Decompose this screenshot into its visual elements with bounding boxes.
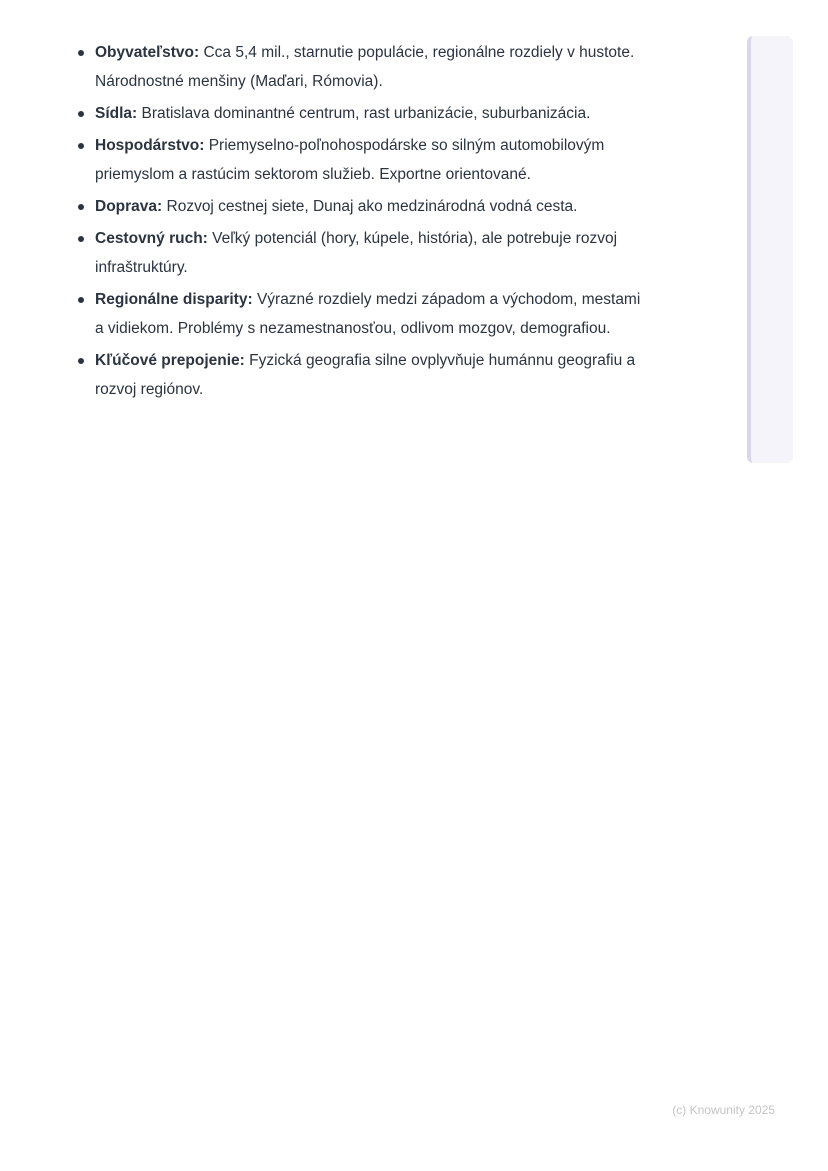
- list-item-text: Výrazné rozdiely medzi západom a východom, mestami a vidiekom. Problémy s nezamestnanosťou, odlivom mozgov, demografiou.: [95, 291, 641, 337]
- list-item-label: Regionálne disparity:: [95, 291, 253, 308]
- list-item-label: Sídla:: [95, 105, 138, 122]
- list-item-label: Kľúčové prepojenie:: [95, 352, 245, 369]
- list-item: [95, 131, 648, 189]
- bullet-list: [0, 38, 648, 404]
- list-item-label: Hospodárstvo:: [95, 137, 205, 154]
- bullet-icon: [78, 111, 84, 117]
- list-item: [95, 38, 648, 96]
- list-item-text: Priemyselno-poľnohospodárske so silným automobilovým priemyslom a rastúcim sektorom služieb. Exportne orientované.: [95, 137, 605, 183]
- list-item-text: Rozvoj cestnej siete, Dunaj ako medzinárodná vodná cesta.: [166, 198, 578, 215]
- list-item-text: Fyzická geografia silne ovplyvňuje humánnu geografiu a rozvoj regiónov.: [95, 352, 636, 398]
- adjacent-panel-edge: [747, 36, 793, 463]
- list-item: [95, 224, 648, 282]
- bullet-icon: [78, 297, 84, 303]
- list-item-text: Veľký potenciál (hory, kúpele, história), ale potrebuje rozvoj infraštruktúry.: [95, 230, 618, 276]
- list-item: [95, 99, 648, 128]
- bullet-icon: [78, 143, 84, 149]
- bullet-icon: [78, 204, 84, 210]
- list-item-text: Bratislava dominantné centrum, rast urbanizácie, suburbanizácia.: [141, 105, 591, 122]
- bullet-icon: [78, 50, 84, 56]
- copyright-footer: (c) Knowunity 2025: [672, 1103, 775, 1117]
- list-item: [95, 285, 648, 343]
- bullet-icon: [78, 358, 84, 364]
- list-item: [95, 346, 648, 404]
- list-item-text: Cca 5,4 mil., starnutie populácie, regionálne rozdiely v hustote. Národnostné menšiny (Maďari, Rómovia).: [95, 44, 635, 90]
- list-item-label: Cestovný ruch:: [95, 230, 208, 247]
- list-item: [95, 192, 648, 221]
- list-item-label: Obyvateľstvo:: [95, 44, 200, 61]
- document-page: [0, 38, 648, 407]
- list-item-label: Doprava:: [95, 198, 163, 215]
- bullet-icon: [78, 236, 84, 242]
